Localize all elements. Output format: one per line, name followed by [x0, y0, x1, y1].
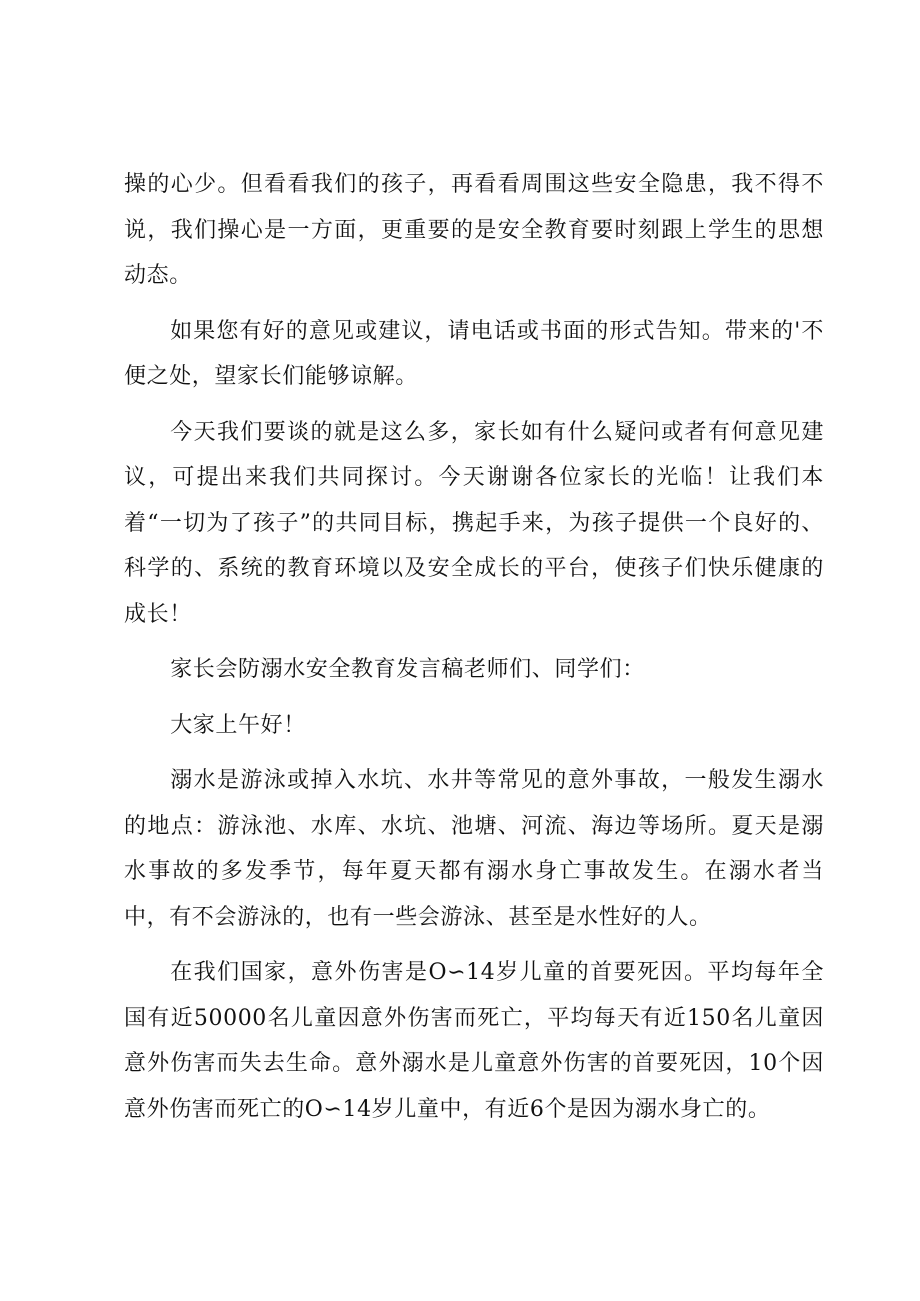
greeting: 大家上午好！ [170, 712, 306, 738]
paragraph-closing: 今天我们要谈的就是这么多，家长如有什么疑问或者有何意见建议，可提出来我们共同探讨。今天谢谢各位家长的光临！让我们本着“一切为了孩子”的共同目标，携起手来，为孩子提供一个良好的、科学的、系统的教育环境以及安全成长的平台，使孩子们快乐健康的成长！ [124, 419, 824, 627]
paragraph-feedback: 如果您有好的意见或建议，请电话或书面的形式告知。带来的'不便之处，望家长们能够谅解。 [124, 318, 824, 389]
paragraph-continuation: 操的心少。但看看我们的孩子，再看看周围这些安全隐患，我不得不说，我们操心是一方面，更重要的是安全教育要时刻跟上学生的思想动态。 [124, 172, 824, 288]
paragraph-statistics: 在我们国家，意外伤害是O∽14岁儿童的首要死因。平均每年全国有近50000名儿童因意外伤害而死亡，平均每天有近150名儿童因意外伤害而失去生命。意外溺水是儿童意外伤害的首要死因，10个因意外伤害而死亡的O∽14岁儿童中，有近6个是因为溺水身亡的。 [124, 960, 824, 1122]
speech-title: 家长会防溺水安全教育发言稿老师们、同学们： [170, 657, 645, 682]
document-body [124, 162, 824, 1142]
paragraph-drowning-intro: 溺水是游泳或掉入水坑、水井等常见的意外事故，一般发生溺水的地点：游泳池、水库、水坑、池塘、河流、海边等场所。夏天是溺水事故的多发季节，每年夏天都有溺水身亡事故发生。在溺水者当中，有不会游泳的，也有一些会游泳、甚至是水性好的人。 [124, 768, 824, 930]
